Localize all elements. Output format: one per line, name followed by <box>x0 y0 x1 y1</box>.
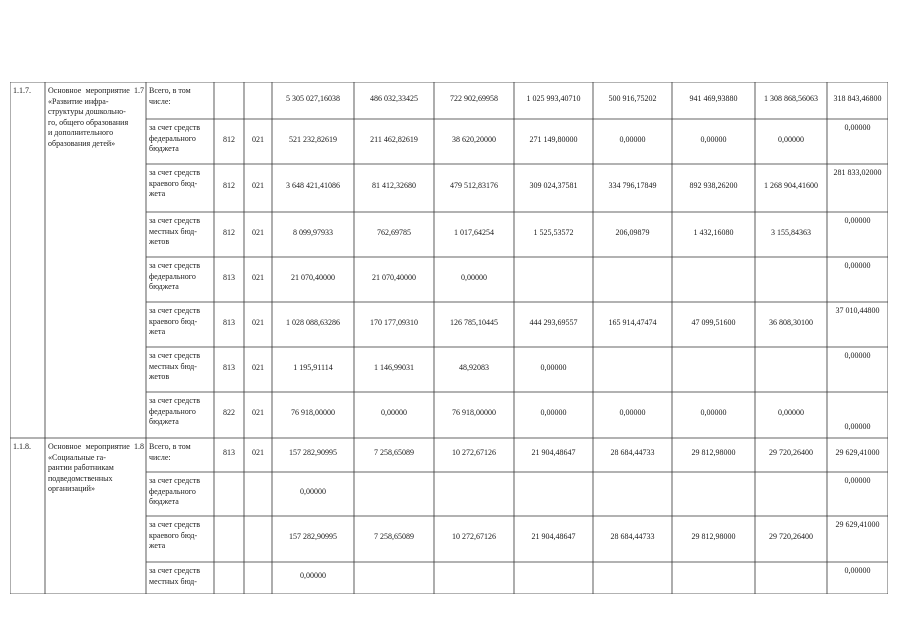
total-amount: 157 282,90995 <box>289 448 337 457</box>
year-amount: 486 032,33425 <box>370 93 418 103</box>
row-number: 1.1.8. <box>13 442 31 451</box>
year-amount: 76 918,00000 <box>452 408 496 417</box>
funding-source: за счет средств федерального бюджета <box>149 261 201 291</box>
year-amount: 48,92083 <box>459 362 489 372</box>
year-amount: 1 146,99031 <box>374 362 414 372</box>
year-amount: 10 272,67126 <box>452 448 496 457</box>
budget-code: 813 <box>223 362 235 372</box>
funding-source: за счет средств местных бюд- <box>149 566 201 586</box>
budget-code: 813 <box>223 272 235 282</box>
year-amount: 206,09879 <box>615 227 650 237</box>
year-amount: 10 272,67126 <box>452 532 496 541</box>
year-amount: 0,00000 <box>461 272 487 282</box>
year-amount: 36 808,30100 <box>769 317 813 327</box>
funding-source: Всего, в том числе: <box>149 86 191 106</box>
budget-code: 822 <box>223 408 235 417</box>
year-amount: 21 904,48647 <box>531 448 576 457</box>
year-amount: 29 629,41000 <box>835 448 880 457</box>
budget-code: 812 <box>223 227 235 237</box>
funding-source: за счет средств федерального бюджета <box>149 123 201 153</box>
total-amount: 3 648 421,41086 <box>286 181 340 190</box>
total-amount: 76 918,00000 <box>291 408 335 417</box>
year-amount: 0,00000 <box>540 362 567 372</box>
year-amount: 0,00000 <box>778 408 804 417</box>
year-amount: 309 024,37581 <box>529 181 578 190</box>
year-amount: 165 914,47474 <box>608 317 657 327</box>
table-grid <box>10 82 888 594</box>
budget-code: 812 <box>223 134 235 144</box>
year-amount: 318 843,46800 <box>833 93 882 103</box>
funding-source: за счет средств краевого бюд- жета <box>149 306 201 336</box>
year-amount: 1 308 868,56063 <box>764 93 818 103</box>
year-amount: 28 684,44733 <box>610 532 655 541</box>
year-amount: 334 796,17849 <box>608 181 657 190</box>
year-amount: 29 629,41000 <box>835 520 880 529</box>
year-amount: 29 720,26400 <box>769 532 813 541</box>
year-amount: 444 293,69557 <box>529 317 578 327</box>
year-amount: 941 469,93880 <box>689 93 738 103</box>
year-amount: 0,00000 <box>844 351 871 360</box>
year-amount: 0,00000 <box>619 408 646 417</box>
year-amount: 211 462,82619 <box>370 134 418 144</box>
section-code: 021 <box>252 134 264 144</box>
section-code: 021 <box>252 227 264 237</box>
row-number: 1.1.7. <box>13 86 31 95</box>
section-code: 021 <box>252 448 264 457</box>
section-code: 021 <box>252 317 264 327</box>
year-amount: 3 155,84363 <box>771 227 811 237</box>
measure-title: Основное мероприятие 1.8 «Социальные га- рантии работникам подведомственных организаций» <box>48 442 144 493</box>
year-amount: 0,00000 <box>844 216 871 225</box>
year-amount: 500 916,75202 <box>608 93 657 103</box>
year-amount: 0,00000 <box>844 476 871 485</box>
funding-source: Всего, в том числе: <box>149 442 191 462</box>
funding-source: за счет средств федерального бюджета <box>149 476 201 506</box>
year-amount: 281 833,02000 <box>833 168 882 177</box>
year-amount: 126 785,10445 <box>450 317 498 327</box>
year-amount: 1 017,64254 <box>454 227 494 237</box>
total-amount: 1 195,91114 <box>293 362 333 372</box>
year-amount: 28 684,44733 <box>610 448 655 457</box>
budget-code: 813 <box>223 448 235 457</box>
section-code: 021 <box>252 181 264 190</box>
year-amount: 479 512,83176 <box>450 181 498 190</box>
year-amount: 81 412,32680 <box>372 181 416 190</box>
budget-table <box>10 82 888 594</box>
year-amount: 0,00000 <box>619 134 646 144</box>
budget-code: 813 <box>223 317 235 327</box>
year-amount: 21 904,48647 <box>531 532 576 541</box>
year-amount: 0,00000 <box>700 408 727 417</box>
year-amount: 37 010,44800 <box>835 306 880 315</box>
year-amount: 1 432,16080 <box>693 227 734 237</box>
total-amount: 8 099,97933 <box>293 227 333 237</box>
year-amount: 38 620,20000 <box>452 134 496 144</box>
funding-source: за счет средств краевого бюд- жета <box>149 168 201 198</box>
funding-source: за счет средств федерального бюджета <box>149 396 201 426</box>
section-code: 021 <box>252 362 264 372</box>
year-amount: 7 258,65089 <box>374 532 414 541</box>
total-amount: 1 028 088,63286 <box>286 317 340 327</box>
funding-source: за счет средств местных бюд- жетов <box>149 351 201 381</box>
funding-source: за счет средств краевого бюд- жета <box>149 520 201 550</box>
year-amount: 47 099,51600 <box>691 317 736 327</box>
year-amount: 21 070,40000 <box>372 272 416 282</box>
total-amount: 0,00000 <box>300 487 326 496</box>
year-amount: 722 902,69958 <box>450 93 498 103</box>
year-amount: 0,00000 <box>844 261 871 270</box>
year-amount: 0,00000 <box>540 408 567 417</box>
year-amount: 892 938,26200 <box>689 181 738 190</box>
year-amount: 1 525,53572 <box>533 227 574 237</box>
total-amount: 5 305 027,16038 <box>286 93 340 103</box>
total-amount: 157 282,90995 <box>289 532 337 541</box>
section-code: 021 <box>252 272 264 282</box>
measure-title: Основное мероприятие 1.7 «Развитие инфра- структуры дошкольно- го, общего образования и дополнительного образования детей» <box>48 86 144 148</box>
total-amount: 0,00000 <box>300 571 326 580</box>
total-amount: 21 070,40000 <box>291 272 335 282</box>
year-amount: 0,00000 <box>700 134 727 144</box>
year-amount: 0,00000 <box>381 408 407 417</box>
funding-source: за счет средств местных бюд- жетов <box>149 216 201 246</box>
year-amount: 170 177,09310 <box>370 317 418 327</box>
year-amount: 29 812,98000 <box>691 532 736 541</box>
year-amount: 1 268 904,41600 <box>764 181 818 190</box>
year-amount: 29 812,98000 <box>691 448 736 457</box>
year-amount: 29 720,26400 <box>769 448 813 457</box>
year-amount: 762,69785 <box>377 227 411 237</box>
budget-code: 812 <box>223 181 235 190</box>
year-amount: 7 258,65089 <box>374 448 414 457</box>
year-amount: 1 025 993,40710 <box>526 93 581 103</box>
year-amount: 271 149,80000 <box>529 134 578 144</box>
section-code: 021 <box>252 408 264 417</box>
year-amount: 0,00000 <box>844 566 871 575</box>
year-amount: 0,00000 <box>844 422 871 431</box>
total-amount: 521 232,82619 <box>289 134 337 144</box>
year-amount: 0,00000 <box>844 123 871 132</box>
year-amount: 0,00000 <box>778 134 804 144</box>
